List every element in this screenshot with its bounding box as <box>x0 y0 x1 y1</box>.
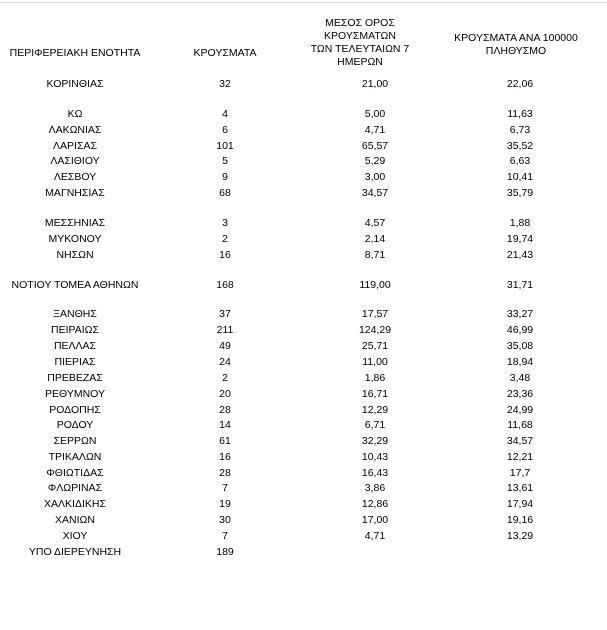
cases-cell: 19 <box>219 498 231 510</box>
table-row <box>0 278 607 293</box>
header-region: ΠΕΡΙΦΕΡΕΙΑΚΗ ΕΝΟΤΗΤΑ <box>9 47 141 59</box>
avg-cell: 34,57 <box>361 187 389 199</box>
region-cell: ΛΑΣΙΘΙΟΥ <box>50 155 100 167</box>
avg-cell: 11,00 <box>362 356 388 368</box>
region-cell: ΧΙΟΥ <box>62 530 88 542</box>
table-row <box>0 139 607 154</box>
region-cell: ΠΕΙΡΑΙΩΣ <box>51 324 99 336</box>
cases-cell: 3 <box>222 217 228 229</box>
avg-cell: 65,57 <box>361 140 389 152</box>
avg-cell: 6,71 <box>364 419 386 431</box>
table-row <box>0 371 607 386</box>
table-row <box>0 466 607 481</box>
avg-cell: 8,71 <box>364 249 386 261</box>
per100k-cell: 18,94 <box>506 356 534 368</box>
cases-cell: 7 <box>222 530 228 542</box>
region-cell: ΧΑΛΚΙΔΙΚΗΣ <box>44 498 106 510</box>
header-avg-line-3: ΗΜΕΡΩΝ <box>337 56 383 68</box>
table-row <box>0 418 607 433</box>
cases-cell: 211 <box>216 324 234 336</box>
avg-cell: 124,29 <box>358 324 392 336</box>
table-row <box>0 387 607 402</box>
per100k-cell: 21,43 <box>506 249 534 261</box>
avg-cell: 21,00 <box>361 78 389 90</box>
per100k-cell: 33,27 <box>506 308 534 320</box>
avg-cell: 2,14 <box>364 233 386 245</box>
avg-cell: 25,71 <box>361 340 389 352</box>
region-cell: ΡΟΔΟΥ <box>56 419 94 431</box>
header-avg-line-2: ΤΩΝ ΤΕΛΕΥΤΑΙΩΝ 7 <box>310 43 410 55</box>
avg-cell: 119,00 <box>359 279 391 291</box>
region-cell: ΛΑΚΩΝΙΑΣ <box>48 124 102 136</box>
avg-cell: 17,57 <box>361 308 389 320</box>
region-cell: ΚΩ <box>67 108 83 120</box>
avg-cell: 12,86 <box>361 498 389 510</box>
table-row <box>0 529 607 544</box>
per100k-cell: 22,06 <box>506 78 534 90</box>
avg-cell: 12,29 <box>361 404 389 416</box>
cases-cell: 7 <box>222 482 228 494</box>
cases-cell: 20 <box>219 388 231 400</box>
cases-cell: 61 <box>219 435 231 447</box>
table-row <box>0 481 607 496</box>
cases-cell: 6 <box>222 124 228 136</box>
avg-cell: 10,43 <box>361 451 389 463</box>
table-row <box>0 307 607 322</box>
table-row <box>0 232 607 247</box>
per100k-cell: 10,41 <box>506 171 534 183</box>
per100k-cell: 17,94 <box>506 498 534 510</box>
cases-cell: 101 <box>216 140 234 152</box>
region-cell: ΥΠΟ ΔΙΕΡΕΥΝΗΣΗ <box>28 546 122 558</box>
table-row <box>0 186 607 201</box>
region-cell: ΜΥΚΟΝΟΥ <box>48 233 102 245</box>
per100k-cell: 19,16 <box>506 514 534 526</box>
per100k-cell: 11,63 <box>507 108 533 120</box>
region-cell: ΤΡΙΚΑΛΩΝ <box>48 451 102 463</box>
cases-cell: 4 <box>222 108 228 120</box>
avg-cell: 16,43 <box>361 467 389 479</box>
cases-cell: 24 <box>219 356 231 368</box>
header-per100k-line-2: ΠΛΗΘΥΣΜΟ <box>485 45 547 57</box>
avg-cell: 32,29 <box>361 435 389 447</box>
per100k-cell: 31,71 <box>506 279 534 291</box>
table-row <box>0 403 607 418</box>
cases-cell: 168 <box>216 279 234 291</box>
cases-cell: 16 <box>219 249 231 261</box>
cases-cell: 68 <box>219 187 231 199</box>
table-row <box>0 450 607 465</box>
table-row <box>0 434 607 449</box>
cases-cell: 49 <box>219 340 231 352</box>
per100k-cell: 3,48 <box>509 372 531 384</box>
region-cell: ΞΑΝΘΗΣ <box>53 308 97 320</box>
avg-cell: 17,00 <box>361 514 389 526</box>
region-cell: ΡΟΔΟΠΗΣ <box>49 404 101 416</box>
per100k-cell: 6,73 <box>509 124 531 136</box>
region-cell: ΜΕΣΣΗΝΙΑΣ <box>44 217 106 229</box>
per100k-cell: 19,74 <box>506 233 534 245</box>
cases-cell: 2 <box>222 233 228 245</box>
region-cell: ΚΟΡΙΝΘΙΑΣ <box>46 78 104 90</box>
table-row <box>0 107 607 122</box>
table-row <box>0 248 607 263</box>
region-cell: ΠΕΛΛΑΣ <box>53 340 97 352</box>
region-cell: ΧΑΝΙΩΝ <box>55 514 95 526</box>
table-row <box>0 170 607 185</box>
table-row <box>0 216 607 231</box>
table-row <box>0 154 607 169</box>
per100k-cell: 35,08 <box>506 340 534 352</box>
region-cell: ΝΗΣΩΝ <box>56 249 94 261</box>
cases-cell: 32 <box>219 78 231 90</box>
avg-cell: 3,00 <box>364 171 386 183</box>
avg-cell: 5,29 <box>364 155 386 167</box>
cases-cell: 37 <box>219 308 231 320</box>
table-row <box>0 497 607 512</box>
per100k-cell: 24,99 <box>506 404 534 416</box>
region-cell: ΡΕΘΥΜΝΟΥ <box>44 388 105 400</box>
cases-cell: 28 <box>219 467 231 479</box>
table-row <box>0 355 607 370</box>
cases-cell: 14 <box>219 419 231 431</box>
per100k-cell: 13,29 <box>506 530 534 542</box>
per100k-cell: 13,61 <box>506 482 534 494</box>
cases-cell: 16 <box>219 451 231 463</box>
table-row <box>0 323 607 338</box>
cases-cell: 30 <box>219 514 231 526</box>
region-cell: ΝΟΤΙΟΥ ΤΟΜΕΑ ΑΘΗΝΩΝ <box>11 279 139 291</box>
avg-cell: 16,71 <box>361 388 389 400</box>
table-row <box>0 77 607 92</box>
cases-cell: 2 <box>222 372 228 384</box>
per100k-cell: 34,57 <box>506 435 534 447</box>
per100k-cell: 1,88 <box>509 217 531 229</box>
region-cell: ΛΕΣΒΟΥ <box>53 171 97 183</box>
avg-cell: 4,57 <box>364 217 386 229</box>
per100k-cell: 6,63 <box>509 155 531 167</box>
region-cell: ΜΑΓΝΗΣΙΑΣ <box>45 187 105 199</box>
header-avg-line-1: ΜΕΣΟΣ ΟΡΟΣ ΚΡΟΥΣΜΑΤΩΝ <box>324 17 396 42</box>
region-cell: ΣΕΡΡΩΝ <box>53 435 97 447</box>
cases-cell: 28 <box>219 404 231 416</box>
cases-cell: 9 <box>222 171 228 183</box>
per100k-cell: 35,52 <box>506 140 534 152</box>
region-cell: ΦΘΙΩΤΙΔΑΣ <box>46 467 104 479</box>
table-row <box>0 545 607 560</box>
per100k-cell: 23,36 <box>506 388 534 400</box>
table-row <box>0 123 607 138</box>
table-row <box>0 513 607 528</box>
per100k-cell: 12,21 <box>506 451 534 463</box>
avg-cell: 5,00 <box>364 108 386 120</box>
per100k-cell: 46,99 <box>506 324 534 336</box>
region-cell: ΛΑΡΙΣΑΣ <box>53 140 97 152</box>
per100k-cell: 11,68 <box>507 419 533 431</box>
per100k-cell: 17,7 <box>509 467 531 479</box>
header-per100k-line-1: ΚΡΟΥΣΜΑΤΑ ΑΝΑ 100000 <box>454 32 578 44</box>
avg-cell: 4,71 <box>364 530 386 542</box>
cases-cell: 5 <box>222 155 228 167</box>
cases-cell: 189 <box>216 546 234 558</box>
table-row <box>0 339 607 354</box>
avg-cell: 1,86 <box>364 372 386 384</box>
region-cell: ΠΙΕΡΙΑΣ <box>54 356 96 368</box>
avg-cell: 4,71 <box>364 124 386 136</box>
header-cases: ΚΡΟΥΣΜΑΤΑ <box>193 47 257 59</box>
region-cell: ΠΡΕΒΕΖΑΣ <box>47 372 103 384</box>
per100k-cell: 35,79 <box>506 187 534 199</box>
avg-cell: 3,86 <box>364 482 386 494</box>
region-cell: ΦΛΩΡΙΝΑΣ <box>47 482 103 494</box>
